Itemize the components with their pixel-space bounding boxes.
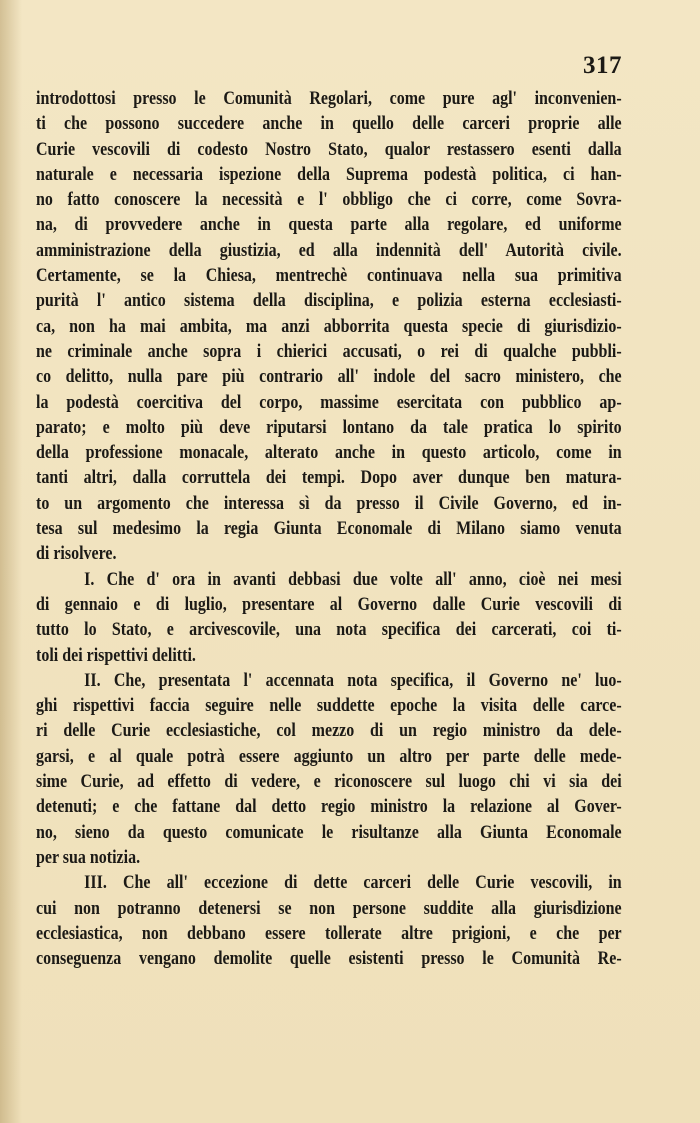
text-line: no fatto conoscere la necessità e l' obbligo che ci corre, come Sovra- bbox=[36, 189, 622, 211]
text-line: ecclesiastica, non debbano essere tollerate altre prigioni, e che per bbox=[36, 922, 622, 944]
text-line: detenuti; e che fattane dal detto regio ministro la relazione al Gover- bbox=[36, 796, 622, 818]
text-line: sime Curie, ad effetto di vedere, e riconoscere sul luogo chi vi sia dei bbox=[36, 771, 622, 793]
text-line: II. Che, presentata l' accennata nota specifica, il Governo ne' luo- bbox=[84, 669, 622, 691]
text-line: della professione monacale, alterato anche in questo articolo, come in bbox=[36, 442, 622, 464]
text-line: purità l' antico sistema della disciplina, e polizia esterna ecclesiasti- bbox=[36, 290, 622, 312]
text-line: la podestà coercitiva del corpo, massime esercitata con pubblico ap- bbox=[36, 391, 622, 413]
text-line: di gennaio e di luglio, presentare al Governo dalle Curie vescovili di bbox=[36, 593, 622, 615]
text-line: I. Che d' ora in avanti debbasi due volte all' anno, cioè nei mesi bbox=[84, 568, 622, 590]
text-line: ri delle Curie ecclesiastiche, col mezzo di un regio ministro da dele- bbox=[36, 720, 622, 742]
text-line: to un argomento che interessa sì da presso il Civile Governo, ed in- bbox=[36, 492, 622, 514]
text-line: na, di provvedere anche in questa parte alla regolare, ed uniforme bbox=[36, 214, 622, 236]
text-line: parato; e molto più deve riputarsi lontano da tale pratica lo spirito bbox=[36, 416, 622, 438]
text-line: conseguenza vengano demolite quelle esistenti presso le Comunità Re- bbox=[36, 948, 622, 970]
text-line: Certamente, se la Chiesa, mentrechè continuava nella sua primitiva bbox=[36, 265, 622, 287]
text-line: toli dei rispettivi delitti. bbox=[36, 644, 196, 666]
text-line: ca, non ha mai ambita, ma anzi abborrita questa specie di giurisdizio- bbox=[36, 315, 622, 337]
text-line: naturale e necessaria ispezione della Suprema podestà politica, ci han- bbox=[36, 163, 622, 185]
text-line: ti che possono succedere anche in quello delle carceri proprie alle bbox=[36, 113, 622, 135]
text-line: tanti altri, dalla corruttela dei tempi. Dopo aver dunque ben matura- bbox=[36, 467, 622, 489]
text-line: di risolvere. bbox=[36, 543, 117, 565]
text-line: amministrazione della giustizia, ed alla indennità dell' Autorità civile. bbox=[36, 239, 622, 261]
text-line: garsi, e al quale potrà essere aggiunto un altro per parte delle mede- bbox=[36, 745, 622, 767]
text-line: tutto lo Stato, e arcivescovile, una nota specifica dei carcerati, coi ti- bbox=[36, 619, 622, 641]
text-line: tesa sul medesimo la regia Giunta Economale di Milano siamo venuta bbox=[36, 518, 622, 540]
text-line: ne criminale anche sopra i chierici accusati, o rei di qualche pubbli- bbox=[36, 340, 622, 362]
text-line: III. Che all' eccezione di dette carceri delle Curie vescovili, in bbox=[84, 872, 622, 894]
text-line: Curie vescovili di codesto Nostro Stato, qualor restassero esenti dalla bbox=[36, 138, 622, 160]
text-line: cui non potranno detenersi se non persone suddite alla giurisdizione bbox=[36, 897, 622, 919]
text-line: no, sieno da questo comunicate le risultanze alla Giunta Economale bbox=[36, 821, 622, 843]
text-line: introdottosi presso le Comunità Regolari, come pure agl' inconvenien- bbox=[36, 88, 622, 109]
text-line: per sua notizia. bbox=[36, 846, 141, 868]
text-line: ghi rispettivi faccia seguire nelle suddette epoche la visita delle carce- bbox=[36, 695, 622, 717]
page-number: 317 bbox=[583, 52, 622, 79]
text-line: co delitto, nulla pare più contrario all' indole del sacro ministero, che bbox=[36, 366, 622, 388]
body-text bbox=[36, 86, 622, 971]
